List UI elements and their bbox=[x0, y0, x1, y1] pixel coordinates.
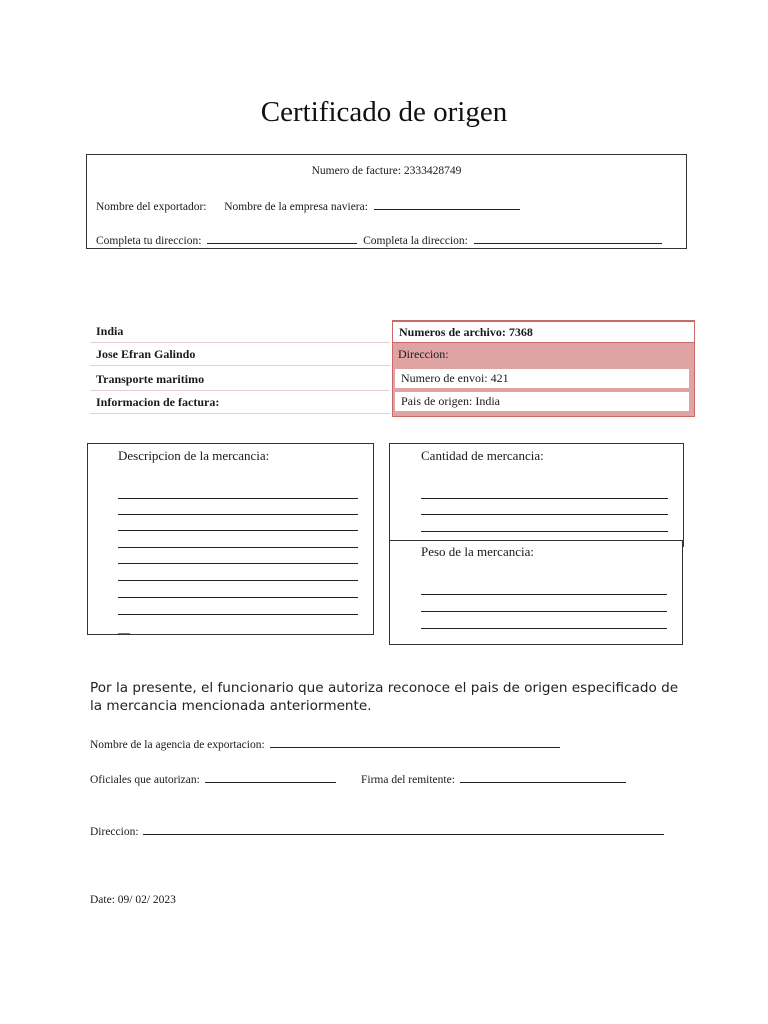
exporter-row bbox=[96, 198, 520, 215]
invoice-number: Numero de facture: 2333428749 bbox=[311, 165, 462, 177]
address2-field[interactable] bbox=[474, 232, 662, 244]
final-address-label: Direccion: bbox=[90, 826, 139, 838]
shipping-company-label: Nombre de la empresa naviera: bbox=[224, 201, 368, 213]
quantity-line[interactable] bbox=[421, 531, 668, 532]
info-invoice: Informacion de factura: bbox=[90, 391, 390, 414]
description-line[interactable] bbox=[118, 580, 358, 581]
document-title: Certificado de origen bbox=[260, 96, 508, 128]
weight-line[interactable] bbox=[421, 628, 667, 629]
officials-row bbox=[90, 771, 336, 787]
info-country: India bbox=[90, 320, 390, 343]
declaration-text: Por la presente, el funcionario que autoriza reconoce el pais de origen especificado de la mercancia mencionada anteriormente. bbox=[90, 680, 679, 714]
date-text: Date: 09/ 02/ 2023 bbox=[90, 894, 176, 906]
weight-label: Peso de la mercancia: bbox=[421, 544, 534, 559]
agency-row bbox=[90, 736, 560, 752]
file-number: Numeros de archivo: 7368 bbox=[392, 321, 695, 343]
address2-label: Completa la direccion: bbox=[363, 235, 468, 247]
description-line[interactable] bbox=[118, 597, 358, 598]
exporter-label: Nombre del exportador: bbox=[96, 201, 207, 213]
info-name: Jose Efran Galindo bbox=[90, 343, 390, 366]
shipping-company-field[interactable] bbox=[374, 198, 520, 210]
signature-row bbox=[361, 771, 626, 787]
address-field[interactable] bbox=[207, 232, 357, 244]
address-label: Completa tu direccion: bbox=[96, 235, 202, 247]
description-line[interactable] bbox=[118, 547, 358, 548]
description-line[interactable] bbox=[118, 514, 358, 515]
quantity-line[interactable] bbox=[421, 498, 668, 499]
description-box bbox=[87, 443, 374, 635]
final-address-row bbox=[90, 823, 664, 839]
origin-country: Pais de origen: India bbox=[395, 392, 689, 411]
signature-label: Firma del remitente: bbox=[361, 774, 455, 786]
address-row bbox=[96, 232, 662, 249]
agency-label: Nombre de la agencia de exportacion: bbox=[90, 739, 265, 751]
weight-line[interactable] bbox=[421, 611, 667, 612]
header-box bbox=[86, 154, 687, 249]
description-line[interactable] bbox=[118, 498, 358, 499]
officials-field[interactable] bbox=[205, 771, 336, 783]
agency-field[interactable] bbox=[270, 736, 560, 748]
officials-label: Oficiales que autorizan: bbox=[90, 774, 200, 786]
description-label: Descripcion de la mercancia: bbox=[118, 448, 270, 463]
description-tail: __ bbox=[118, 621, 130, 635]
quantity-label: Cantidad de mercancia: bbox=[421, 448, 544, 463]
address-cell: Direccion: bbox=[398, 347, 449, 361]
signature-field[interactable] bbox=[460, 771, 626, 783]
description-line[interactable] bbox=[118, 614, 358, 615]
description-line[interactable] bbox=[118, 563, 358, 564]
quantity-line[interactable] bbox=[421, 514, 668, 515]
info-transport: Transporte maritimo bbox=[90, 368, 390, 391]
description-line[interactable] bbox=[118, 530, 358, 531]
shipment-number: Numero de envoi: 421 bbox=[395, 369, 689, 388]
weight-line[interactable] bbox=[421, 594, 667, 595]
final-address-field[interactable] bbox=[143, 823, 664, 835]
